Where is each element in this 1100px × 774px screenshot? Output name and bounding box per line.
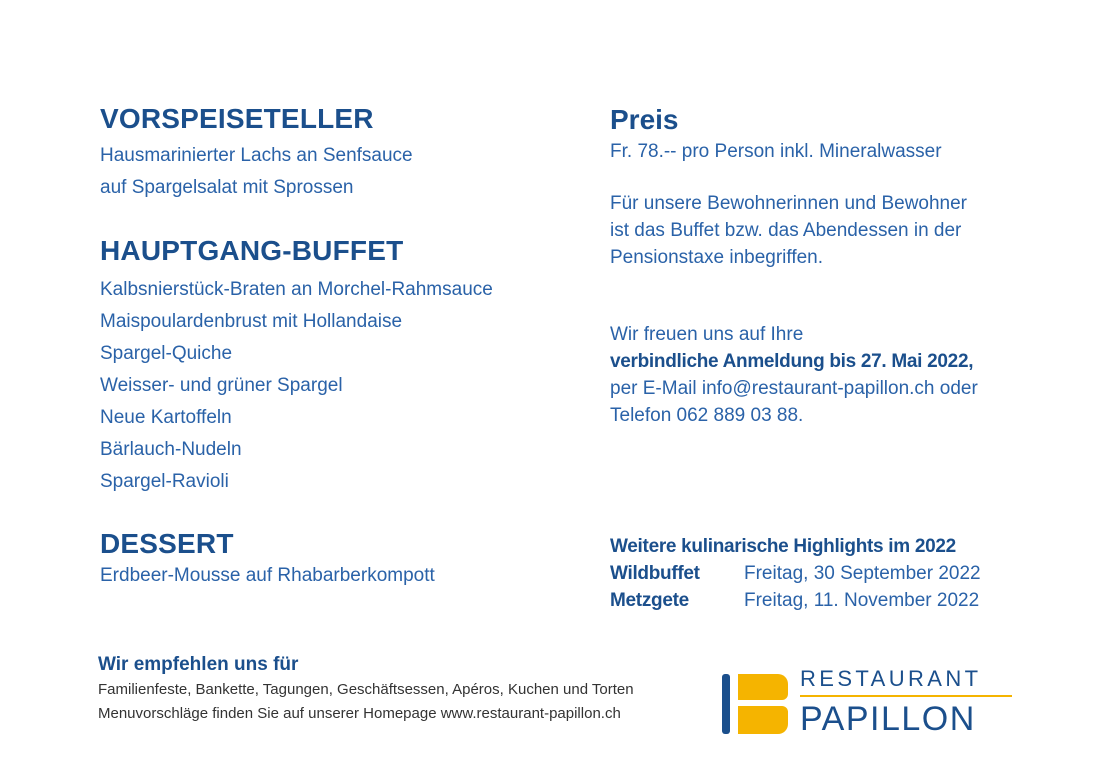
residents-line: Pensionstaxe inbegriffen. <box>610 247 824 268</box>
highlight-name: Metzgete <box>610 590 689 611</box>
main-course-item: Maispoulardenbrust mit Hollandaise <box>100 311 403 332</box>
starter-item: Hausmarinierter Lachs an Senfsauce <box>100 145 413 166</box>
menu-column <box>100 102 580 586</box>
residents-line: Für unsere Bewohnerinnen und Bewohner <box>610 193 968 214</box>
main-course-item: Spargel-Quiche <box>100 343 233 364</box>
price-title: Preis <box>610 104 679 135</box>
main-course-item: Spargel-Ravioli <box>100 471 229 492</box>
recommend-line: Menuvorschläge finden Sie auf unserer Homepage www.restaurant-papillon.ch <box>98 705 621 722</box>
starter-title: VORSPEISETELLER <box>100 103 374 134</box>
recommend-line: Familienfeste, Bankette, Tagungen, Geschäftsessen, Apéros, Kuchen und Torten <box>98 681 634 698</box>
main-course-item: Kalbsnierstück-Braten an Morchel-Rahmsauce <box>100 279 493 300</box>
highlight-date: Freitag, 30 September 2022 <box>744 563 981 584</box>
signup-email: per E-Mail info@restaurant-papillon.ch oder <box>610 378 978 399</box>
dessert-item: Erdbeer-Mousse auf Rhabarberkompott <box>100 565 435 586</box>
signup-note <box>610 321 978 429</box>
main-course-item: Neue Kartoffeln <box>100 407 232 428</box>
main-course-title: HAUPTGANG-BUFFET <box>100 235 404 266</box>
signup-intro: Wir freuen uns auf Ihre <box>610 324 804 345</box>
dessert-title: DESSERT <box>100 528 234 559</box>
highlights-section <box>610 534 981 614</box>
starter-section <box>100 102 580 204</box>
info-column <box>610 102 1050 611</box>
recommend-title: Wir empfehlen uns für <box>98 654 299 675</box>
logo-text-restaurant: RESTAURANT <box>800 666 982 691</box>
highlights-title: Weitere kulinarische Highlights im 2022 <box>610 536 956 557</box>
recommend-section <box>98 652 718 726</box>
logo-mark-icon <box>720 670 790 736</box>
main-course-item: Bärlauch-Nudeln <box>100 439 242 460</box>
price-line: Fr. 78.-- pro Person inkl. Mineralwasser <box>610 141 942 162</box>
highlight-row <box>610 560 981 587</box>
signup-deadline: verbindliche Anmeldung bis 27. Mai 2022, <box>610 351 974 372</box>
starter-item: auf Spargelsalat mit Sprossen <box>100 177 354 198</box>
highlight-name: Wildbuffet <box>610 563 700 584</box>
restaurant-logo <box>720 666 1020 738</box>
logo-divider <box>800 695 1012 697</box>
dessert-list <box>100 562 435 589</box>
signup-phone: Telefon 062 889 03 88. <box>610 405 804 426</box>
main-course-item: Weisser- und grüner Spargel <box>100 375 343 396</box>
highlight-date: Freitag, 11. November 2022 <box>744 590 980 611</box>
logo-text-papillon: PAPILLON <box>800 700 976 738</box>
residents-note <box>610 190 967 271</box>
highlight-row <box>610 587 981 614</box>
main-course-list <box>100 274 493 498</box>
residents-line: ist das Buffet bzw. das Abendessen in der <box>610 220 962 241</box>
